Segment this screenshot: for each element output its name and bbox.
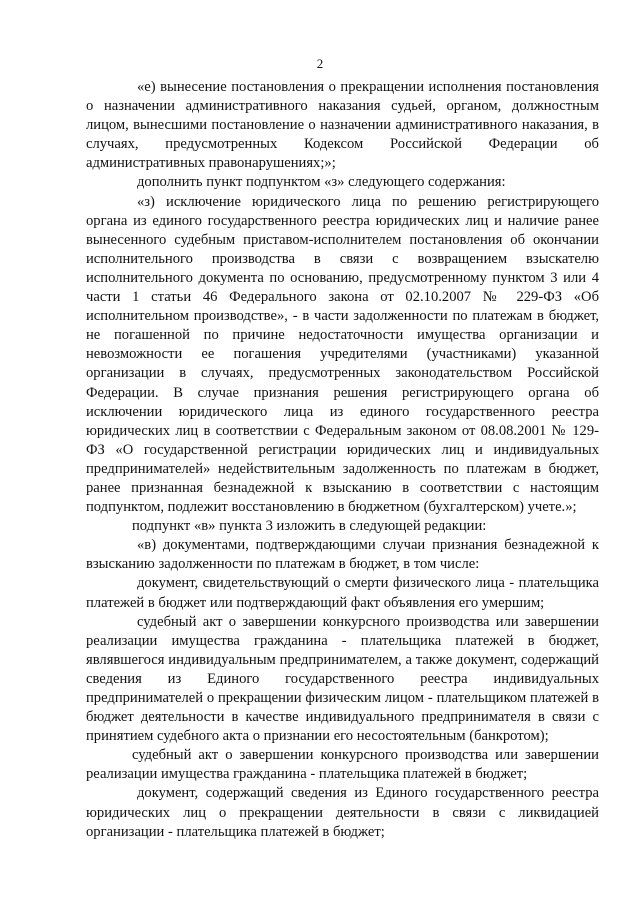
paragraph-subitem-e: «е) вынесение постановления о прекращении исполнения постановления о назначении административного наказания судьей, органом, должностным лицом, вынесшими постановление о назначении административного наказания, в случаях, предусмотренных Кодексом Российской Федерации об административных правонарушениях;»;	[86, 79, 599, 172]
paragraph-court-act-entrepreneur: судебный акт о завершении конкурсного производства или завершении реализации имущества гражданина - плательщика платежей в бюджет, являвшегося индивидуальным предпринимателем, а также документ, содержащий сведения из Единого государственного реестра индивидуальных предпринимателей о прекращении физическим лицом - плательщиком платежей в бюджет деятельности в качестве индивидуального предпринимателя в связи с принятием судебного акта о признании его несостоятельным (банкротом);	[86, 613, 599, 745]
paragraph-court-act-citizen: судебный акт о завершении конкурсного производства или завершении реализации имущества гражданина - плательщика платежей в бюджет;	[86, 747, 599, 783]
paragraph-subitem-v: «в) документами, подтверждающими случаи признания безнадежной к взысканию задолженности по платежам в бюджет, в том числе:	[86, 537, 599, 573]
paragraph-add-subitem-z: дополнить пункт подпунктом «з» следующего содержания:	[137, 174, 506, 191]
document-body	[86, 78, 599, 842]
paragraph-restate-subitem-v: подпункт «в» пункта 3 изложить в следующей редакции:	[132, 518, 487, 535]
paragraph-liquidation-document: документ, содержащий сведения из Единого государственного реестра юридических лиц о прекращении деятельности в связи с ликвидацией организации - плательщика платежей в бюджет;	[86, 785, 599, 840]
page-number: 2	[316, 56, 324, 71]
paragraph-death-document: документ, свидетельствующий о смерти физического лица - плательщика платежей в бюджет или подтверждающий факт объявления его умершим;	[86, 575, 599, 611]
paragraph-subitem-z: «з) исключение юридического лица по решению регистрирующего органа из единого государственного реестра юридических лиц и наличие ранее вынесенного судебным приставом-исполнителем постановления об окончании исполнительного производства в связи с возвращением взыскателю исполнительного документа по основанию, предусмотренному пунктом 3 или 4 части 1 статьи 46 Федерального закона от 02.10.2007 № 229-ФЗ «Об исполнительном производстве», - в части задолженности по платежам в бюджет, не погашенной по причине недостаточности имущества организации и невозможности ее погашения учредителями (участниками) указанной организации в случаях, предусмотренных законодательством Российской Федерации. В случае признания решения регистрирующего органа об исключении юридического лица из единого государственного реестра юридических лиц в соответствии с Федеральным законом от 08.08.2001 № 129-ФЗ «О государственной регистрации юридических лиц и индивидуальных предпринимателей» недействительным задолженность по платежам в бюджет, ранее признанная безнадежной к взысканию в соответствии с настоящим подпунктом, подлежит восстановлению в бюджетном (бухгалтерском) учете.»;	[86, 193, 599, 516]
